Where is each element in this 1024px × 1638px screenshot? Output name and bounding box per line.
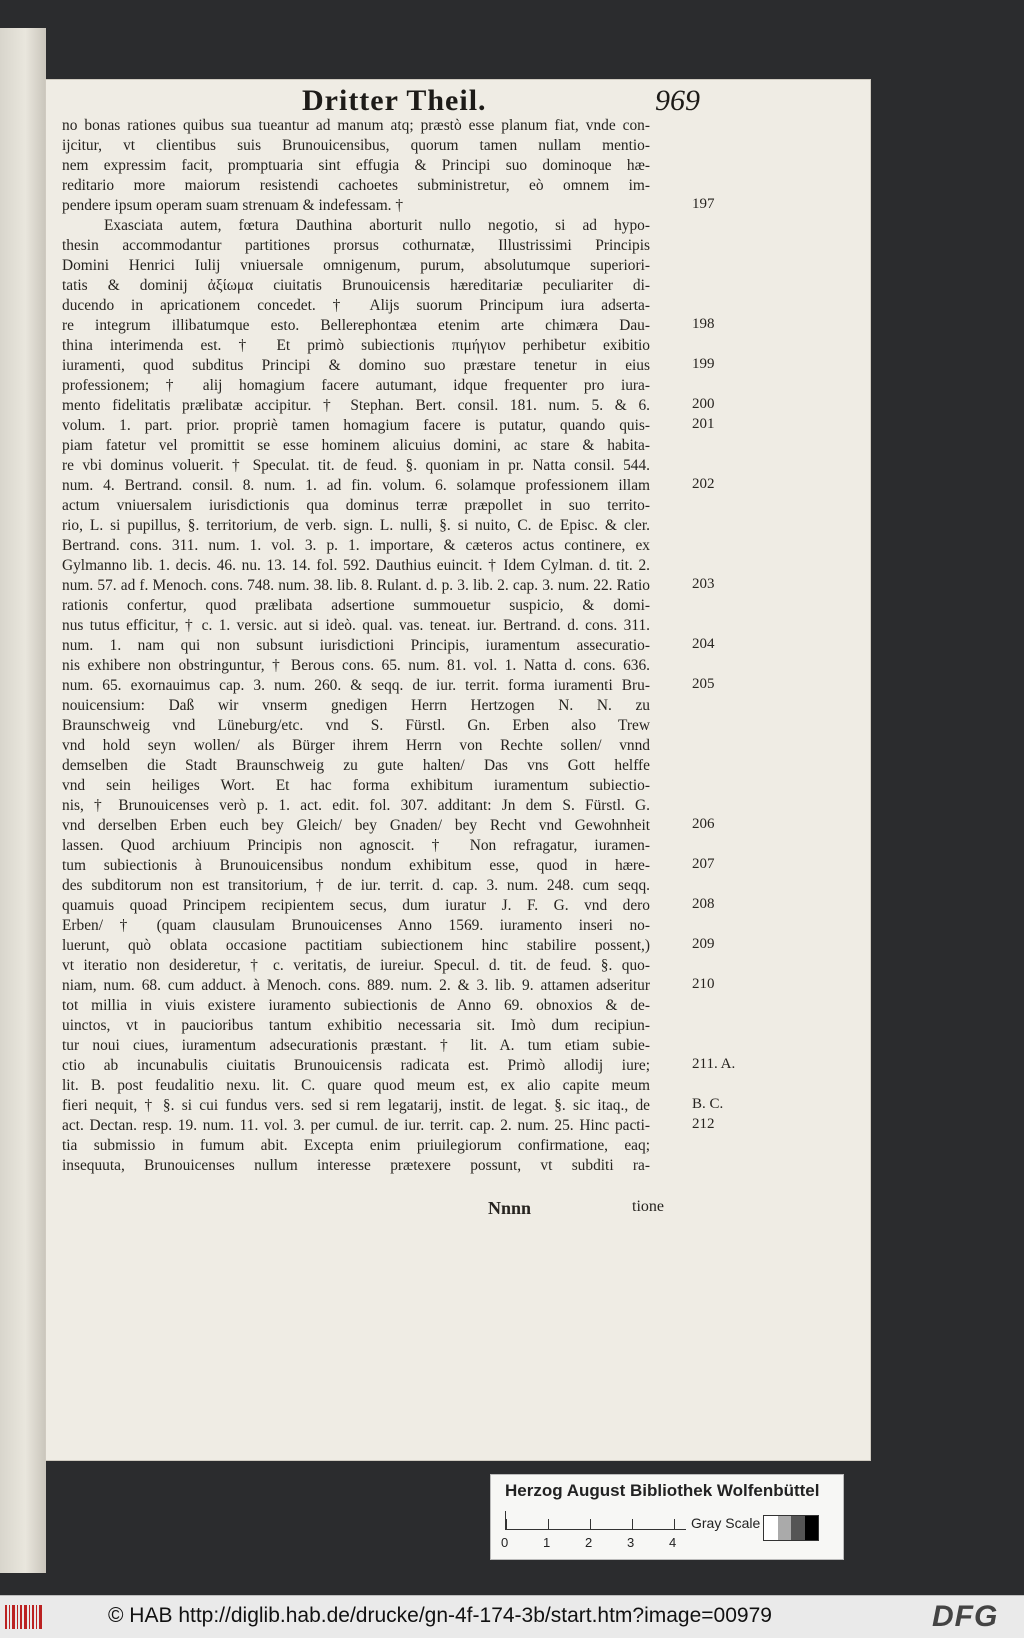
text-line: uinctos, vt in paucioribus tantum exhibitio necessaria sit. Imò dum recipiun- — [62, 1017, 650, 1034]
page-number: 969 — [655, 84, 700, 117]
margin-note: 202 — [692, 476, 715, 492]
margin-note: B. C. — [692, 1096, 724, 1112]
text-line: act. Dectan. resp. 19. num. 11. vol. 3. per cumul. de iur. territ. cap. 2. num. 25. Hinc pacti- — [62, 1117, 650, 1134]
text-line: insequuta, Brunouicenses nullum interesse prætexere possunt, vt subditi ra- — [62, 1157, 650, 1174]
scale-tick — [506, 1519, 507, 1529]
text-line: vnd hold seyn wollen/ als Bürger ihrem Herrn von Rechte sollen/ vnnd — [62, 737, 650, 754]
margin-note: 210 — [692, 976, 715, 992]
text-line: professionem; † alij homagium facere autumant, idque frequenter pro iura- — [62, 377, 650, 394]
barcode-icon — [4, 1603, 46, 1631]
margin-note: 211. A. — [692, 1056, 736, 1072]
margin-note: 212 — [692, 1116, 715, 1132]
margin-note: 201 — [692, 416, 715, 432]
text-line: actum vniuersalem iurisdictionis qua dominus terræ præpollet in suo territo- — [62, 497, 650, 514]
text-line: rio, L. si pupillus, §. territorium, de verb. sign. L. nulli, §. si nuito, C. de Episc. & cler. — [62, 517, 650, 534]
text-line: no bonas rationes quibus sua tueantur ad manum atq; præstò esse planum fiat, vnde con- — [62, 117, 650, 134]
text-line: fieri nequit, † §. si cui fundus vers. sed si rem legatarij, instit. de legat. §. sic itaq., de — [62, 1097, 650, 1114]
text-line: reditario more maiorum resistendi cachoetes subministretur, eò omnem im- — [62, 177, 650, 194]
footer-bar — [0, 1595, 1024, 1638]
text-line: nouicensium: Daß wir vnserm gnedigen Herrn Hertzogen N. N. zu — [62, 697, 650, 714]
scale-tick — [548, 1519, 549, 1529]
scale-tick — [674, 1519, 675, 1529]
text-line: thesin accommodantur partitiones prorsus cothurnatæ, Illustrissimi Principis — [62, 237, 650, 254]
text-line: rationis confertur, quod prælibata adsertione summouetur suspicio, & domi- — [62, 597, 650, 614]
text-line: luerunt, quò oblata occasione pactitiam subiectionem hinc stabilire possent,) — [62, 937, 650, 954]
gray-scale-swatch — [763, 1515, 819, 1541]
scale-tick — [590, 1519, 591, 1529]
text-line: nis, † Brunouicenses verò p. 1. act. edit. fol. 307. additant: Jn dem S. Fürstl. G. — [62, 797, 650, 814]
text-line: demselben die Stadt Braunschweig zu gute halten/ Das vns Gott helffe — [62, 757, 650, 774]
text-line: tot millia in viuis existere iuramento subiectionis de Anno 69. obnoxios & de- — [62, 997, 650, 1014]
color-target-card — [490, 1474, 844, 1560]
text-line: tur noui ciues, iuramentum adsecurationis præstant. † lit. A. tum etiam subie- — [62, 1037, 650, 1054]
margin-note: 208 — [692, 896, 715, 912]
library-name: Herzog August Bibliothek Wolfenbüttel — [505, 1481, 820, 1500]
margin-note: 205 — [692, 676, 715, 692]
text-line: re integrum illibatumque esto. Bellerephontæa etenim arte chimæra Dau- — [62, 317, 650, 334]
scale-ruler — [505, 1511, 686, 1530]
text-line: nis exhibere non obstringuntur, † Berous cons. 65. num. 81. vol. 1. Natta d. cons. 636. — [62, 657, 650, 674]
text-line: Braunschweig vnd Lüneburg/etc. vnd S. Fürstl. Gn. Erben also Trew — [62, 717, 650, 734]
text-line: nem expressim facit, promptuaria sint effugia & Principi suo dominoque hæ- — [62, 157, 650, 174]
text-line: tum subiectionis à Brunouicensibus nondum exhibitum esse, quod in hære- — [62, 857, 650, 874]
margin-note: 204 — [692, 636, 715, 652]
text-line: niam, num. 68. cum adduct. à Menoch. cons. 889. num. 2. & 3. lib. 9. attamen adseritur — [62, 977, 650, 994]
text-line: Erben/ † (quam clausulam Brunouicenses Anno 1569. iuramento inseri no- — [62, 917, 650, 934]
text-line: vt iteratio non desideretur, † c. veritatis, de iureiur. Specul. d. tit. de feud. §. quo- — [62, 957, 650, 974]
source-url[interactable]: © HAB http://diglib.hab.de/drucke/gn-4f-174-3b/start.htm?image=00979 — [108, 1604, 772, 1627]
text-line: ducendo in apricationem concedet. † Alijs suorum Principum iura adserta- — [62, 297, 650, 314]
scale-tick-label: 2 — [585, 1535, 593, 1550]
scale-tick-label: 1 — [543, 1535, 551, 1550]
text-line: re vbi dominus voluerit. † Speculat. tit. de feud. §. quoniam in pr. Natta consil. 544. — [62, 457, 650, 474]
facing-page-edge — [0, 28, 46, 1573]
margin-note: 198 — [692, 316, 715, 332]
text-line: mento fidelitatis prælibatæ accipitur. † Stephan. Bert. consil. 181. num. 5. & 6. — [62, 397, 650, 414]
text-line: Domini Henrici Iulij vniuersale omnigenum, purum, absolutumque superiori- — [62, 257, 650, 274]
text-line: pendere ipsum operam suam strenuam & indefessam. † — [62, 197, 404, 214]
text-line: tatis & dominij ἀξίωμα ciuitatis Brunouicensis hæreditariæ peculiariter di- — [62, 277, 650, 294]
signature-mark: Nnnn — [488, 1198, 532, 1218]
text-line: vnd sein heiliges Wort. Et hac forma exhibitum iuramentum subiectio- — [62, 777, 650, 794]
scale-tick-label: 0 — [501, 1535, 509, 1550]
text-line: Bertrand. cons. 311. num. 1. vol. 3. p. 1. importare, & cæteros actus continere, ex — [62, 537, 650, 554]
text-line: volum. 1. part. prior. propriè tamen homagium facere is putatur, quando quis- — [62, 417, 650, 434]
catchword: tione — [632, 1198, 664, 1215]
text-line: ijcitur, vt clientibus suis Brunouicensibus, quorum tamen nullam mentio- — [62, 137, 650, 154]
text-line: quamuis quoad Principem recipientem secus, dum iuratur J. F. G. vnd dero — [62, 897, 650, 914]
text-line: num. 57. ad f. Menoch. cons. 748. num. 38. lib. 8. Rulant. d. p. 3. lib. 2. cap. 3. num. 22. Ratio — [62, 577, 650, 594]
margin-note: 206 — [692, 816, 715, 832]
text-line: num. 1. nam qui non subsunt iurisdictioni Principis, iuramentum assecuratio- — [62, 637, 650, 654]
gray-scale-label: Gray Scale — [691, 1515, 761, 1531]
text-line: Gylmanno lib. 1. decis. 46. nu. 13. 14. fol. 592. Dauthius euincit. † Idem Cylman. d. tit. 2. — [62, 557, 650, 574]
scale-tick-label: 3 — [627, 1535, 635, 1550]
margin-note: 203 — [692, 576, 715, 592]
text-line: num. 4. Bertrand. consil. 8. num. 1. ad fin. volum. 6. solamque professionem illam — [62, 477, 650, 494]
text-line: piam fatetur vel promittit se esse hominem alicuius domini, ac stare & habita- — [62, 437, 650, 454]
margin-note: 200 — [692, 396, 715, 412]
body-text — [62, 116, 650, 1176]
text-line: nus tutus efficitur, † c. 1. versic. aut si ideò. qual. vas. teneat. iur. Bertrand. d. cons. 311. — [62, 617, 650, 634]
text-line: lit. B. post feudalitio nexu. lit. C. quare quod meum est, ex alio capite meum — [62, 1077, 650, 1094]
margin-note: 209 — [692, 936, 715, 952]
text-line: vnd derselben Erben euch bey Gleich/ bey Gnaden/ bey Recht vnd Gewohnheit — [62, 817, 650, 834]
text-line: iuramenti, quod subditus Principi & domino suo præstare tenetur in eius — [62, 357, 650, 374]
text-line: ctio ab incunabulis ciuitatis Brunouicensis radicata est. Primò allodij iure; — [62, 1057, 650, 1074]
running-title: Dritter Theil. — [302, 84, 487, 117]
text-line: num. 65. exornauimus cap. 3. num. 260. & seqq. de iur. territ. forma iuramenti Bru- — [62, 677, 650, 694]
scale-tick-label: 4 — [669, 1535, 677, 1550]
margin-note: 199 — [692, 356, 715, 372]
text-line: thina interimenda est. † Et primò subiectionis πιμήγιον perhibetur exibitio — [62, 337, 650, 354]
margin-note: 207 — [692, 856, 715, 872]
scale-tick — [632, 1519, 633, 1529]
text-line: des subditorum non est transitorium, † de iur. territ. d. cap. 3. num. 248. cum seqq. — [62, 877, 650, 894]
dfg-logo: DFG — [932, 1600, 999, 1633]
margin-note: 197 — [692, 196, 715, 212]
text-line: lassen. Quod archiuum Principis non agnoscit. † Non refragatur, iuramen- — [62, 837, 650, 854]
text-line: Exasciata autem, fœtura Dauthina aborturit nullo negotio, si ad hypo- — [104, 217, 650, 234]
text-line: tia submissio in fumum abit. Excepta enim priuilegiorum confirmatione, eaq; — [62, 1137, 650, 1154]
